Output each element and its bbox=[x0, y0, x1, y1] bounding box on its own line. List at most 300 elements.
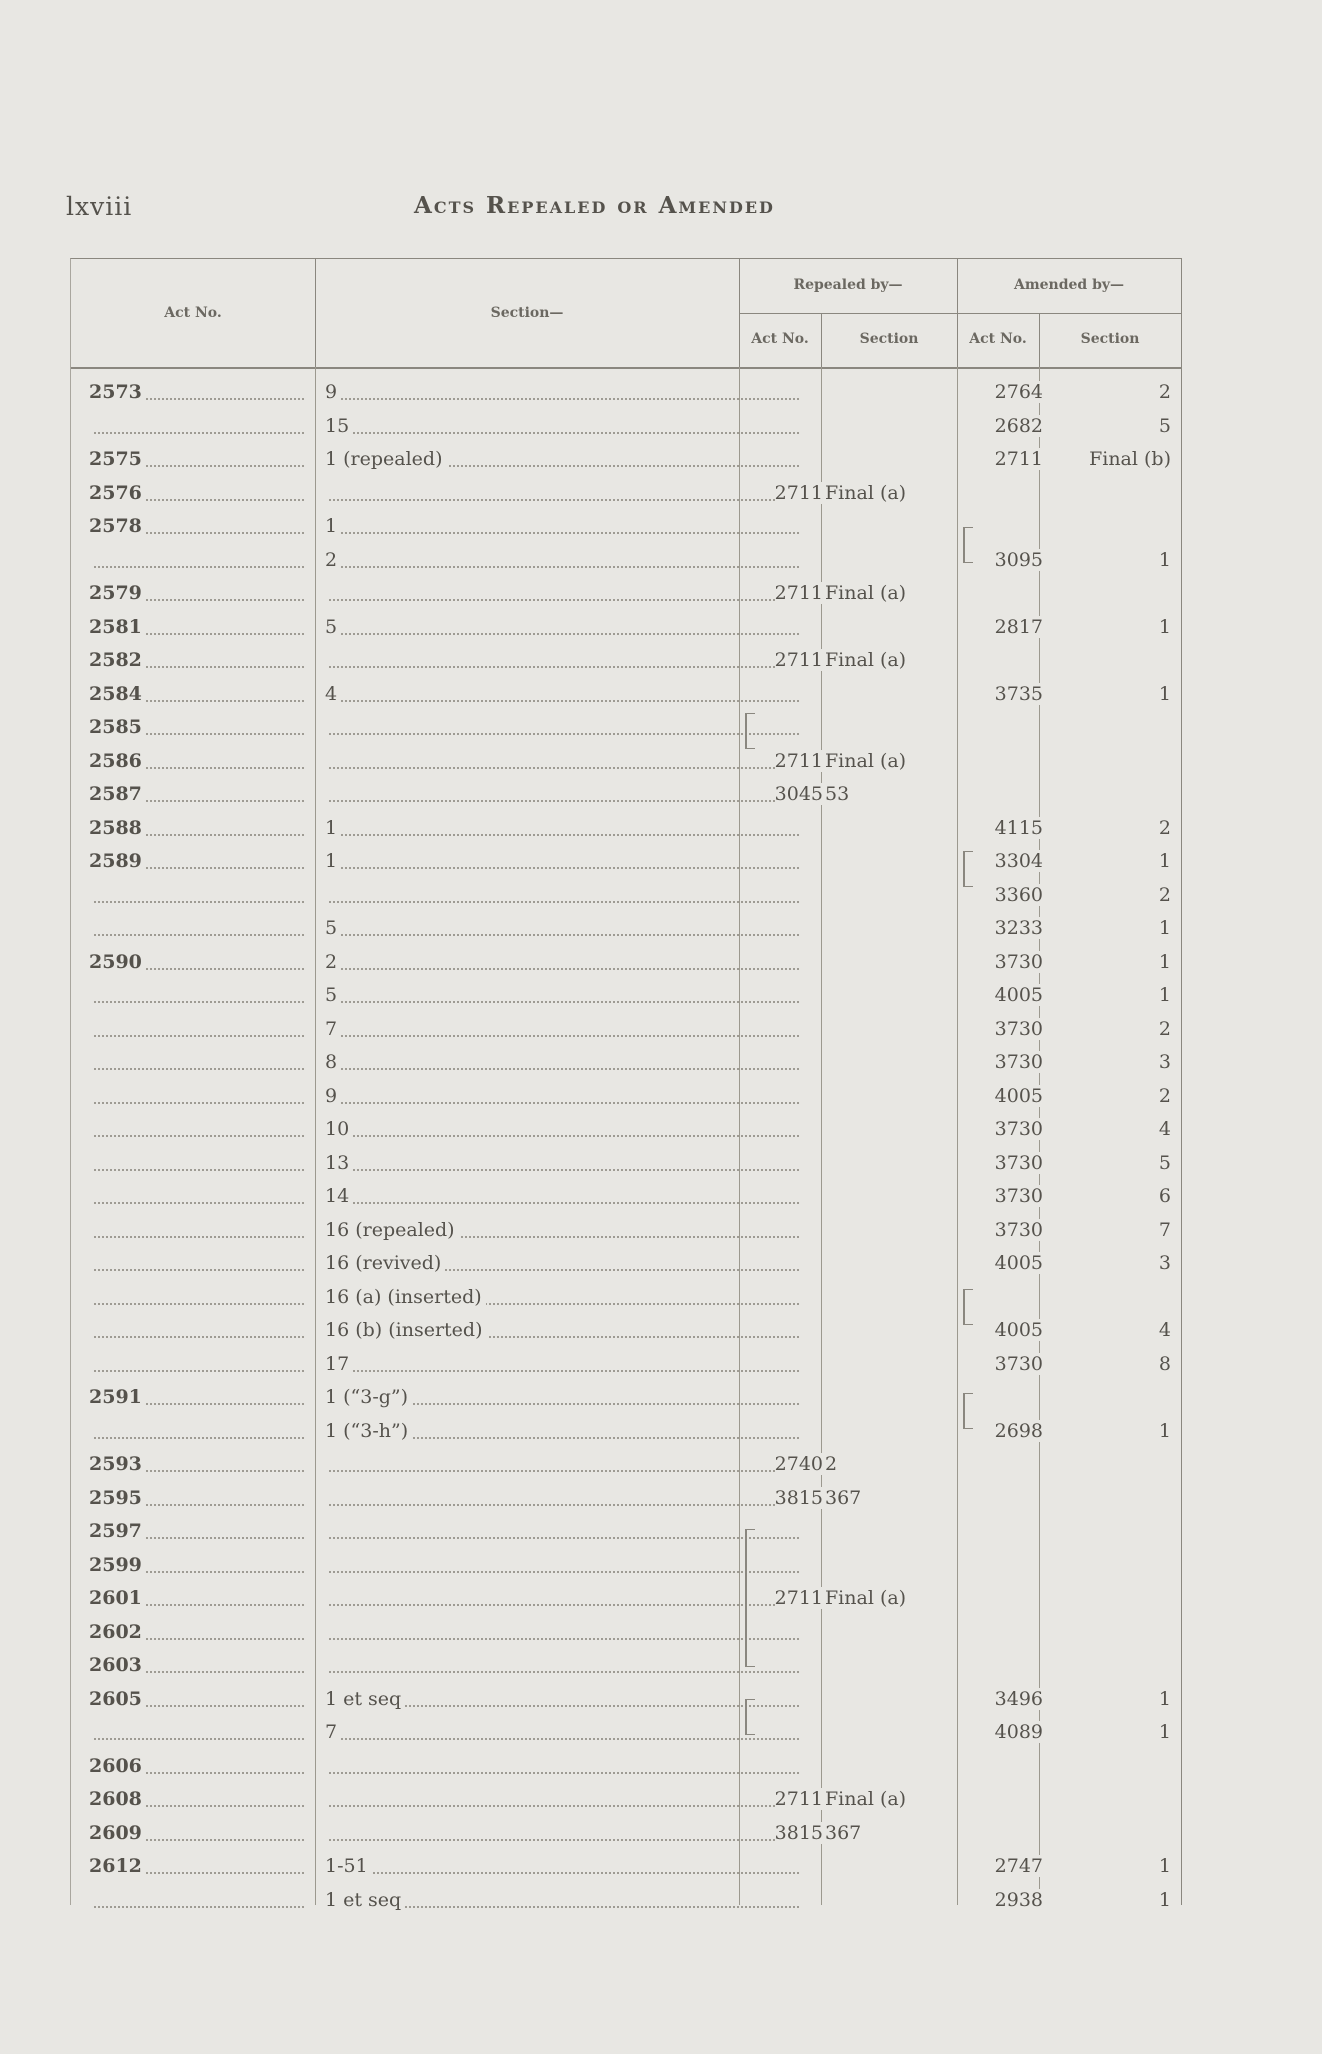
row-section: 15 bbox=[325, 409, 799, 443]
table-row bbox=[71, 1581, 1181, 1615]
table-row bbox=[71, 677, 1181, 711]
brace-2589 bbox=[963, 851, 973, 887]
header-repealed-act-no: Act No. bbox=[751, 331, 809, 347]
row-amended-section: 1 bbox=[1041, 911, 1175, 945]
row-section: 14 bbox=[325, 1179, 799, 1213]
row-amended-act-no: 2938 bbox=[957, 1883, 1047, 1917]
row-repealed-act-no bbox=[747, 1045, 827, 1079]
row-amended-act-no bbox=[957, 1749, 1047, 1783]
table-row bbox=[71, 1280, 1181, 1314]
row-act-no bbox=[89, 1045, 304, 1079]
table-row bbox=[71, 576, 1181, 610]
row-amended-act-no: 2817 bbox=[957, 610, 1047, 644]
row-amended-act-no bbox=[957, 1581, 1047, 1615]
row-act-no: 2605 bbox=[89, 1682, 304, 1716]
row-repealed-act-no bbox=[747, 1347, 827, 1381]
row-act-no: 2612 bbox=[89, 1849, 304, 1883]
row-amended-section: 1 bbox=[1041, 677, 1175, 711]
row-repealed-act-no bbox=[747, 878, 827, 912]
row-amended-act-no: 3496 bbox=[957, 1682, 1047, 1716]
brace-2585 bbox=[745, 713, 755, 749]
row-act-no bbox=[89, 1313, 304, 1347]
row-section: 1 et seq bbox=[325, 1682, 799, 1716]
row-amended-act-no: 4005 bbox=[957, 978, 1047, 1012]
row-amended-section: 5 bbox=[1041, 409, 1175, 443]
row-repealed-section: Final (a) bbox=[825, 1581, 1011, 1615]
row-section: 5 bbox=[325, 610, 799, 644]
header-act-no: Act No. bbox=[164, 305, 222, 321]
row-repealed-act-no: 2711 bbox=[747, 1782, 827, 1816]
row-repealed-act-no bbox=[747, 1615, 827, 1649]
row-amended-section: 1 bbox=[1041, 1414, 1175, 1448]
row-amended-act-no: 2711 bbox=[957, 442, 1047, 476]
row-amended-act-no: 3095 bbox=[957, 543, 1047, 577]
row-amended-act-no: 3735 bbox=[957, 677, 1047, 711]
row-amended-act-no bbox=[957, 1816, 1047, 1850]
row-act-no bbox=[89, 409, 304, 443]
row-repealed-act-no bbox=[747, 1682, 827, 1716]
row-repealed-act-no bbox=[747, 1514, 827, 1548]
row-amended-act-no: 3730 bbox=[957, 1347, 1047, 1381]
row-repealed-act-no: 3815 bbox=[747, 1481, 827, 1515]
row-act-no: 2587 bbox=[89, 777, 304, 811]
row-repealed-act-no bbox=[747, 409, 827, 443]
table-row bbox=[71, 1045, 1181, 1079]
acts-table bbox=[70, 258, 1182, 1911]
row-act-no bbox=[89, 1414, 304, 1448]
row-repealed-act-no bbox=[747, 1380, 827, 1414]
row-repealed-act-no bbox=[747, 1179, 827, 1213]
row-repealed-act-no bbox=[747, 1849, 827, 1883]
row-act-no bbox=[89, 1347, 304, 1381]
table-row bbox=[71, 375, 1181, 409]
row-amended-act-no: 4115 bbox=[957, 811, 1047, 845]
row-repealed-section: 367 bbox=[825, 1816, 1011, 1850]
row-section: 1 (“3-g”) bbox=[325, 1380, 799, 1414]
row-section: 16 (a) (inserted) bbox=[325, 1280, 799, 1314]
row-act-no: 2597 bbox=[89, 1514, 304, 1548]
row-amended-act-no: 3730 bbox=[957, 1213, 1047, 1247]
row-section bbox=[325, 1615, 799, 1649]
row-amended-act-no bbox=[957, 1447, 1047, 1481]
row-act-no: 2608 bbox=[89, 1782, 304, 1816]
row-repealed-act-no bbox=[747, 375, 827, 409]
row-repealed-act-no bbox=[747, 978, 827, 1012]
row-act-no: 2599 bbox=[89, 1548, 304, 1582]
row-section: 1 (repealed) bbox=[325, 442, 799, 476]
table-row bbox=[71, 476, 1181, 510]
row-act-no: 2585 bbox=[89, 710, 304, 744]
header-repealed-by: Repealed by— bbox=[793, 277, 903, 293]
row-section: 16 (revived) bbox=[325, 1246, 799, 1280]
row-act-no bbox=[89, 978, 304, 1012]
row-act-no: 2582 bbox=[89, 643, 304, 677]
brace-2597-2603 bbox=[745, 1529, 755, 1667]
row-section: 13 bbox=[325, 1146, 799, 1180]
table-row bbox=[71, 1883, 1181, 1917]
row-amended-section: 2 bbox=[1041, 1079, 1175, 1113]
row-amended-section bbox=[1041, 476, 1175, 510]
row-amended-act-no bbox=[957, 1648, 1047, 1682]
row-section bbox=[325, 1816, 799, 1850]
row-amended-act-no: 4005 bbox=[957, 1246, 1047, 1280]
row-amended-act-no bbox=[957, 1481, 1047, 1515]
row-act-no bbox=[89, 1213, 304, 1247]
row-repealed-act-no bbox=[747, 911, 827, 945]
row-repealed-act-no: 2711 bbox=[747, 744, 827, 778]
table-row bbox=[71, 1849, 1181, 1883]
row-repealed-act-no bbox=[747, 811, 827, 845]
row-act-no: 2573 bbox=[89, 375, 304, 409]
row-act-no: 2575 bbox=[89, 442, 304, 476]
row-repealed-act-no bbox=[747, 1749, 827, 1783]
row-act-no: 2584 bbox=[89, 677, 304, 711]
row-section: 16 (repealed) bbox=[325, 1213, 799, 1247]
row-amended-act-no: 3730 bbox=[957, 1045, 1047, 1079]
row-repealed-act-no bbox=[747, 945, 827, 979]
row-repealed-act-no: 2711 bbox=[747, 643, 827, 677]
row-amended-section: 8 bbox=[1041, 1347, 1175, 1381]
row-amended-act-no: 3360 bbox=[957, 878, 1047, 912]
row-amended-section bbox=[1041, 1615, 1175, 1649]
table-row bbox=[71, 1079, 1181, 1113]
row-section bbox=[325, 744, 799, 778]
row-section: 5 bbox=[325, 911, 799, 945]
row-repealed-section: Final (a) bbox=[825, 1782, 1011, 1816]
row-amended-section bbox=[1041, 1380, 1175, 1414]
row-section: 1 bbox=[325, 509, 799, 543]
row-amended-act-no: 3730 bbox=[957, 1179, 1047, 1213]
row-section bbox=[325, 710, 799, 744]
row-repealed-section: Final (a) bbox=[825, 744, 1011, 778]
row-amended-section bbox=[1041, 1749, 1175, 1783]
table-row bbox=[71, 509, 1181, 543]
row-section: 10 bbox=[325, 1112, 799, 1146]
row-act-no: 2589 bbox=[89, 844, 304, 878]
row-act-no bbox=[89, 1179, 304, 1213]
row-section: 1 bbox=[325, 844, 799, 878]
row-act-no: 2595 bbox=[89, 1481, 304, 1515]
row-section: 8 bbox=[325, 1045, 799, 1079]
row-section: 9 bbox=[325, 375, 799, 409]
row-amended-section: 1 bbox=[1041, 1682, 1175, 1716]
row-repealed-act-no bbox=[747, 1548, 827, 1582]
row-section: 1 (“3-h”) bbox=[325, 1414, 799, 1448]
row-repealed-section: 53 bbox=[825, 777, 1011, 811]
table-row bbox=[71, 978, 1181, 1012]
row-repealed-act-no bbox=[747, 543, 827, 577]
row-section bbox=[325, 1581, 799, 1615]
table-row bbox=[71, 1648, 1181, 1682]
row-amended-act-no: 2698 bbox=[957, 1414, 1047, 1448]
row-amended-act-no: 3730 bbox=[957, 1012, 1047, 1046]
row-amended-act-no bbox=[957, 1615, 1047, 1649]
page-number: lxviii bbox=[66, 192, 133, 221]
table-row bbox=[71, 945, 1181, 979]
row-section bbox=[325, 576, 799, 610]
row-amended-section bbox=[1041, 509, 1175, 543]
row-amended-section bbox=[1041, 1447, 1175, 1481]
row-repealed-act-no bbox=[747, 1414, 827, 1448]
row-amended-act-no bbox=[957, 710, 1047, 744]
row-act-no bbox=[89, 1146, 304, 1180]
row-amended-act-no: 2682 bbox=[957, 409, 1047, 443]
row-amended-act-no bbox=[957, 744, 1047, 778]
row-repealed-section: 2 bbox=[825, 1447, 1011, 1481]
row-section: 1-51 bbox=[325, 1849, 799, 1883]
row-amended-act-no: 3730 bbox=[957, 1112, 1047, 1146]
row-amended-section: 2 bbox=[1041, 811, 1175, 845]
row-amended-act-no bbox=[957, 1514, 1047, 1548]
row-act-no: 2576 bbox=[89, 476, 304, 510]
row-section bbox=[325, 878, 799, 912]
row-section: 9 bbox=[325, 1079, 799, 1113]
row-section: 1 bbox=[325, 811, 799, 845]
row-section bbox=[325, 1648, 799, 1682]
row-amended-act-no: 4005 bbox=[957, 1313, 1047, 1347]
row-act-no: 2602 bbox=[89, 1615, 304, 1649]
row-section: 4 bbox=[325, 677, 799, 711]
row-repealed-act-no bbox=[747, 1146, 827, 1180]
table-row bbox=[71, 543, 1181, 577]
table-row bbox=[71, 1749, 1181, 1783]
row-section bbox=[325, 1514, 799, 1548]
row-repealed-act-no bbox=[747, 1648, 827, 1682]
row-amended-act-no bbox=[957, 643, 1047, 677]
row-section: 16 (b) (inserted) bbox=[325, 1313, 799, 1347]
row-amended-act-no bbox=[957, 476, 1047, 510]
header-amended-act-no: Act No. bbox=[969, 331, 1027, 347]
table-row bbox=[71, 1012, 1181, 1046]
table-row bbox=[71, 1514, 1181, 1548]
row-repealed-act-no bbox=[747, 442, 827, 476]
row-amended-section: 5 bbox=[1041, 1146, 1175, 1180]
header-repealed-section: Section bbox=[859, 331, 919, 347]
row-repealed-act-no: 3045 bbox=[747, 777, 827, 811]
row-amended-section: 2 bbox=[1041, 375, 1175, 409]
row-act-no bbox=[89, 543, 304, 577]
row-amended-act-no: 2764 bbox=[957, 375, 1047, 409]
row-amended-section: 1 bbox=[1041, 945, 1175, 979]
row-amended-section: 2 bbox=[1041, 1012, 1175, 1046]
table-row bbox=[71, 744, 1181, 778]
row-amended-section bbox=[1041, 777, 1175, 811]
table-row bbox=[71, 643, 1181, 677]
row-repealed-act-no bbox=[747, 1883, 827, 1917]
row-amended-act-no: 3233 bbox=[957, 911, 1047, 945]
row-amended-section bbox=[1041, 1648, 1175, 1682]
row-section bbox=[325, 1447, 799, 1481]
row-act-no: 2579 bbox=[89, 576, 304, 610]
row-repealed-act-no bbox=[747, 1715, 827, 1749]
table-row bbox=[71, 610, 1181, 644]
row-repealed-act-no: 2740 bbox=[747, 1447, 827, 1481]
row-repealed-act-no bbox=[747, 1079, 827, 1113]
table-row bbox=[71, 1782, 1181, 1816]
table-row bbox=[71, 1246, 1181, 1280]
row-repealed-act-no: 2711 bbox=[747, 1581, 827, 1615]
row-repealed-act-no bbox=[747, 1246, 827, 1280]
row-repealed-act-no: 3815 bbox=[747, 1816, 827, 1850]
table-row bbox=[71, 1682, 1181, 1716]
row-act-no bbox=[89, 1112, 304, 1146]
table-row bbox=[71, 1380, 1181, 1414]
row-act-no: 2603 bbox=[89, 1648, 304, 1682]
row-act-no bbox=[89, 1246, 304, 1280]
row-amended-section: 1 bbox=[1041, 844, 1175, 878]
table-row bbox=[71, 442, 1181, 476]
row-amended-section: 4 bbox=[1041, 1112, 1175, 1146]
brace-2591 bbox=[963, 1393, 973, 1429]
running-title: Acts Repealed or Amended bbox=[414, 192, 775, 219]
row-section bbox=[325, 476, 799, 510]
table-row bbox=[71, 1313, 1181, 1347]
row-amended-section bbox=[1041, 1816, 1175, 1850]
row-repealed-section: 367 bbox=[825, 1481, 1011, 1515]
row-amended-section bbox=[1041, 744, 1175, 778]
table-row bbox=[71, 911, 1181, 945]
row-act-no: 2593 bbox=[89, 1447, 304, 1481]
row-act-no bbox=[89, 1715, 304, 1749]
table-row bbox=[71, 1213, 1181, 1247]
row-amended-act-no bbox=[957, 1548, 1047, 1582]
table-row bbox=[71, 1146, 1181, 1180]
row-section bbox=[325, 1782, 799, 1816]
row-amended-act-no: 3730 bbox=[957, 945, 1047, 979]
row-act-no bbox=[89, 878, 304, 912]
row-act-no: 2581 bbox=[89, 610, 304, 644]
row-act-no bbox=[89, 911, 304, 945]
row-section: 7 bbox=[325, 1715, 799, 1749]
row-repealed-act-no bbox=[747, 710, 827, 744]
row-amended-section: 2 bbox=[1041, 878, 1175, 912]
row-section: 2 bbox=[325, 945, 799, 979]
row-act-no: 2601 bbox=[89, 1581, 304, 1615]
table-row bbox=[71, 811, 1181, 845]
row-amended-section bbox=[1041, 576, 1175, 610]
row-act-no: 2588 bbox=[89, 811, 304, 845]
header-section: Section— bbox=[490, 305, 564, 321]
row-repealed-section: Final (a) bbox=[825, 476, 1011, 510]
table-row bbox=[71, 1481, 1181, 1515]
table-row bbox=[71, 409, 1181, 443]
row-section bbox=[325, 777, 799, 811]
row-amended-section bbox=[1041, 1280, 1175, 1314]
table-row bbox=[71, 1615, 1181, 1649]
row-amended-section: 3 bbox=[1041, 1246, 1175, 1280]
row-repealed-act-no bbox=[747, 610, 827, 644]
row-repealed-act-no bbox=[747, 844, 827, 878]
header-amended-section: Section bbox=[1080, 331, 1140, 347]
table-row bbox=[71, 710, 1181, 744]
row-amended-section: 4 bbox=[1041, 1313, 1175, 1347]
row-amended-section: 1 bbox=[1041, 543, 1175, 577]
row-repealed-section: Final (a) bbox=[825, 643, 1011, 677]
row-section: 1 et seq bbox=[325, 1883, 799, 1917]
row-repealed-act-no bbox=[747, 677, 827, 711]
row-repealed-act-no bbox=[747, 1280, 827, 1314]
table-row bbox=[71, 844, 1181, 878]
header-amended-by: Amended by— bbox=[1013, 277, 1125, 293]
row-amended-section bbox=[1041, 1548, 1175, 1582]
row-repealed-act-no: 2711 bbox=[747, 576, 827, 610]
row-amended-act-no bbox=[957, 777, 1047, 811]
row-act-no: 2606 bbox=[89, 1749, 304, 1783]
row-repealed-act-no: 2711 bbox=[747, 476, 827, 510]
row-act-no: 2591 bbox=[89, 1380, 304, 1414]
row-act-no: 2578 bbox=[89, 509, 304, 543]
row-repealed-act-no bbox=[747, 1213, 827, 1247]
row-amended-act-no: 3304 bbox=[957, 844, 1047, 878]
row-amended-section bbox=[1041, 1581, 1175, 1615]
brace-2590-16 bbox=[963, 1289, 973, 1325]
row-amended-act-no: 4005 bbox=[957, 1079, 1047, 1113]
row-amended-section: 1 bbox=[1041, 1849, 1175, 1883]
row-amended-section: 1 bbox=[1041, 978, 1175, 1012]
row-amended-section bbox=[1041, 1782, 1175, 1816]
row-amended-section: 1 bbox=[1041, 1715, 1175, 1749]
row-amended-section: 1 bbox=[1041, 1883, 1175, 1917]
table-header bbox=[71, 259, 1181, 369]
row-section: 17 bbox=[325, 1347, 799, 1381]
row-section: 7 bbox=[325, 1012, 799, 1046]
table-row bbox=[71, 1179, 1181, 1213]
table-row bbox=[71, 1447, 1181, 1481]
row-repealed-act-no bbox=[747, 1313, 827, 1347]
table-row bbox=[71, 1347, 1181, 1381]
row-amended-act-no: 4089 bbox=[957, 1715, 1047, 1749]
row-act-no: 2586 bbox=[89, 744, 304, 778]
row-amended-section bbox=[1041, 643, 1175, 677]
row-act-no bbox=[89, 1079, 304, 1113]
row-amended-section: 6 bbox=[1041, 1179, 1175, 1213]
row-section bbox=[325, 1749, 799, 1783]
row-section bbox=[325, 1481, 799, 1515]
row-repealed-act-no bbox=[747, 1112, 827, 1146]
brace-2578 bbox=[963, 527, 973, 563]
row-repealed-act-no bbox=[747, 1012, 827, 1046]
row-repealed-section: Final (a) bbox=[825, 576, 1011, 610]
row-act-no bbox=[89, 1280, 304, 1314]
table-row bbox=[71, 878, 1181, 912]
row-act-no bbox=[89, 1012, 304, 1046]
row-amended-section bbox=[1041, 710, 1175, 744]
table-row bbox=[71, 1414, 1181, 1448]
table-row bbox=[71, 777, 1181, 811]
brace-2606-2608 bbox=[745, 1699, 755, 1735]
row-amended-section bbox=[1041, 1514, 1175, 1548]
table-row bbox=[71, 1715, 1181, 1749]
row-act-no: 2590 bbox=[89, 945, 304, 979]
row-act-no: 2609 bbox=[89, 1816, 304, 1850]
row-section bbox=[325, 1548, 799, 1582]
row-section: 2 bbox=[325, 543, 799, 577]
table-row bbox=[71, 1816, 1181, 1850]
row-amended-act-no bbox=[957, 576, 1047, 610]
row-amended-act-no bbox=[957, 1782, 1047, 1816]
row-amended-section bbox=[1041, 1481, 1175, 1515]
row-repealed-act-no bbox=[747, 509, 827, 543]
row-amended-section: 7 bbox=[1041, 1213, 1175, 1247]
row-amended-section: 1 bbox=[1041, 610, 1175, 644]
row-amended-section: Final (b) bbox=[1041, 442, 1175, 476]
row-section: 5 bbox=[325, 978, 799, 1012]
row-act-no bbox=[89, 1883, 304, 1917]
row-amended-section: 3 bbox=[1041, 1045, 1175, 1079]
table-row bbox=[71, 1112, 1181, 1146]
table-row bbox=[71, 1548, 1181, 1582]
row-amended-act-no: 3730 bbox=[957, 1146, 1047, 1180]
